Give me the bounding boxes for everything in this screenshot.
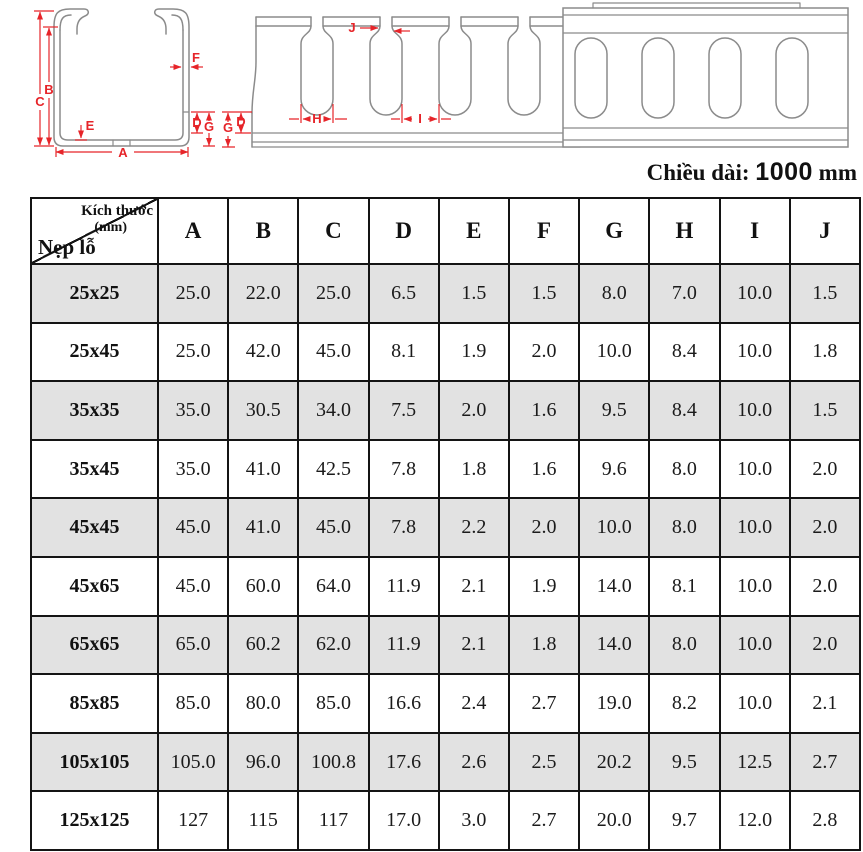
- cell-g: 20.0: [579, 791, 649, 850]
- table-row: [31, 616, 860, 675]
- cell-f: 1.6: [509, 381, 579, 440]
- table-row: [31, 498, 860, 557]
- cell-c: 100.8: [298, 733, 368, 792]
- cross-section-drawing: [54, 9, 189, 146]
- cell-j: 2.8: [790, 791, 860, 850]
- cell-h: 8.2: [649, 674, 719, 733]
- cell-g: 10.0: [579, 323, 649, 382]
- cell-j: 1.5: [790, 381, 860, 440]
- length-note: [647, 158, 857, 187]
- row-size-label: 35x45: [31, 440, 158, 499]
- dim-label-a: A: [118, 145, 128, 160]
- cell-b: 22.0: [228, 264, 298, 323]
- cell-d: 17.6: [369, 733, 439, 792]
- column-header: H: [649, 198, 719, 264]
- row-size-label: 125x125: [31, 791, 158, 850]
- cell-j: 2.0: [790, 440, 860, 499]
- dim-label-j: J: [348, 20, 356, 35]
- cell-h: 8.4: [649, 381, 719, 440]
- technical-drawing: [0, 0, 863, 196]
- dim-label-g-side: G: [222, 120, 234, 135]
- table-row: [31, 791, 860, 850]
- cell-b: 30.5: [228, 381, 298, 440]
- column-header: E: [439, 198, 509, 264]
- cell-i: 10.0: [720, 264, 790, 323]
- cell-e: 1.5: [439, 264, 509, 323]
- cell-i: 10.0: [720, 616, 790, 675]
- cell-e: 2.1: [439, 557, 509, 616]
- cell-d: 7.8: [369, 498, 439, 557]
- corner-unit-label: (mm): [94, 220, 127, 236]
- table-row: [31, 323, 860, 382]
- cell-f: 2.5: [509, 733, 579, 792]
- table-row: [31, 381, 860, 440]
- dim-label-i: I: [418, 111, 422, 126]
- cell-c: 117: [298, 791, 368, 850]
- dim-label-d-cross: D: [192, 115, 202, 130]
- cell-b: 115: [228, 791, 298, 850]
- cell-d: 8.1: [369, 323, 439, 382]
- cell-b: 41.0: [228, 498, 298, 557]
- cell-h: 8.0: [649, 616, 719, 675]
- cell-f: 2.0: [509, 323, 579, 382]
- cell-b: 42.0: [228, 323, 298, 382]
- cell-e: 1.8: [439, 440, 509, 499]
- dim-label-b: B: [44, 82, 54, 97]
- cell-d: 7.8: [369, 440, 439, 499]
- cell-h: 8.0: [649, 498, 719, 557]
- cell-j: 1.8: [790, 323, 860, 382]
- cell-d: 6.5: [369, 264, 439, 323]
- cell-g: 8.0: [579, 264, 649, 323]
- cell-f: 2.7: [509, 791, 579, 850]
- cell-f: 2.7: [509, 674, 579, 733]
- row-size-label: 45x45: [31, 498, 158, 557]
- cell-c: 42.5: [298, 440, 368, 499]
- cell-a: 45.0: [158, 557, 228, 616]
- length-note-value: 1000: [755, 158, 813, 186]
- cell-b: 96.0: [228, 733, 298, 792]
- row-size-label: 35x35: [31, 381, 158, 440]
- cell-h: 8.0: [649, 440, 719, 499]
- column-header: I: [720, 198, 790, 264]
- length-note-label: Chiều dài:: [646, 160, 750, 185]
- cell-c: 64.0: [298, 557, 368, 616]
- cell-j: 2.0: [790, 498, 860, 557]
- column-header: C: [298, 198, 368, 264]
- corner-size-label: Kích thước: [81, 203, 153, 219]
- cell-d: 11.9: [369, 616, 439, 675]
- cell-i: 10.0: [720, 498, 790, 557]
- column-header: A: [158, 198, 228, 264]
- cell-a: 25.0: [158, 264, 228, 323]
- cover-strip-drawing: [563, 3, 848, 147]
- cell-g: 14.0: [579, 616, 649, 675]
- cell-f: 2.0: [509, 498, 579, 557]
- cell-j: 2.1: [790, 674, 860, 733]
- cell-e: 3.0: [439, 791, 509, 850]
- cell-e: 2.2: [439, 498, 509, 557]
- cell-i: 10.0: [720, 557, 790, 616]
- table-header-row: [31, 198, 860, 264]
- cell-h: 7.0: [649, 264, 719, 323]
- cell-g: 9.5: [579, 381, 649, 440]
- dim-label-d-side: D: [236, 114, 246, 129]
- dim-label-f: F: [192, 50, 200, 65]
- cell-f: 1.6: [509, 440, 579, 499]
- dim-label-c: C: [35, 94, 45, 109]
- corner-bottom-label: Nẹp lỗ: [38, 235, 96, 259]
- cell-c: 85.0: [298, 674, 368, 733]
- cell-g: 9.6: [579, 440, 649, 499]
- table-row: [31, 440, 860, 499]
- row-size-label: 85x85: [31, 674, 158, 733]
- side-view-drawing: [252, 17, 580, 147]
- cell-b: 60.2: [228, 616, 298, 675]
- column-header: D: [369, 198, 439, 264]
- cell-d: 17.0: [369, 791, 439, 850]
- cell-i: 10.0: [720, 674, 790, 733]
- column-header: F: [509, 198, 579, 264]
- row-size-label: 25x25: [31, 264, 158, 323]
- cell-h: 8.4: [649, 323, 719, 382]
- dimension-lines: [34, 11, 451, 157]
- cell-d: 16.6: [369, 674, 439, 733]
- cell-d: 11.9: [369, 557, 439, 616]
- cell-j: 2.7: [790, 733, 860, 792]
- column-header: G: [579, 198, 649, 264]
- cell-h: 9.5: [649, 733, 719, 792]
- cell-g: 20.2: [579, 733, 649, 792]
- cell-d: 7.5: [369, 381, 439, 440]
- row-size-label: 105x105: [31, 733, 158, 792]
- cell-c: 25.0: [298, 264, 368, 323]
- cell-a: 45.0: [158, 498, 228, 557]
- cell-g: 14.0: [579, 557, 649, 616]
- cell-i: 12.0: [720, 791, 790, 850]
- column-header: J: [790, 198, 860, 264]
- cell-e: 2.6: [439, 733, 509, 792]
- dim-label-g-cross: G: [203, 119, 215, 134]
- cell-i: 10.0: [720, 323, 790, 382]
- cell-a: 127: [158, 791, 228, 850]
- cell-a: 35.0: [158, 440, 228, 499]
- cell-f: 1.8: [509, 616, 579, 675]
- cell-a: 65.0: [158, 616, 228, 675]
- dim-label-h: H: [312, 111, 322, 126]
- cell-j: 2.0: [790, 557, 860, 616]
- cell-a: 105.0: [158, 733, 228, 792]
- cell-j: 1.5: [790, 264, 860, 323]
- dimensions-table: [30, 197, 861, 851]
- cell-h: 9.7: [649, 791, 719, 850]
- row-size-label: 25x45: [31, 323, 158, 382]
- cell-h: 8.1: [649, 557, 719, 616]
- length-note-unit: mm: [818, 160, 857, 185]
- corner-top-label: [81, 203, 153, 236]
- cell-a: 35.0: [158, 381, 228, 440]
- column-header: B: [228, 198, 298, 264]
- cell-j: 2.0: [790, 616, 860, 675]
- dim-label-e: E: [85, 118, 95, 133]
- cell-b: 60.0: [228, 557, 298, 616]
- cell-i: 10.0: [720, 440, 790, 499]
- cell-c: 45.0: [298, 323, 368, 382]
- cell-e: 2.1: [439, 616, 509, 675]
- cell-g: 10.0: [579, 498, 649, 557]
- table-corner-cell: [31, 198, 158, 264]
- cell-b: 80.0: [228, 674, 298, 733]
- cell-a: 85.0: [158, 674, 228, 733]
- cell-e: 2.0: [439, 381, 509, 440]
- table-row: [31, 674, 860, 733]
- cell-f: 1.9: [509, 557, 579, 616]
- table-row: [31, 264, 860, 323]
- cell-g: 19.0: [579, 674, 649, 733]
- cell-e: 2.4: [439, 674, 509, 733]
- cell-c: 45.0: [298, 498, 368, 557]
- cell-c: 34.0: [298, 381, 368, 440]
- cell-e: 1.9: [439, 323, 509, 382]
- cell-c: 62.0: [298, 616, 368, 675]
- row-size-label: 45x65: [31, 557, 158, 616]
- cell-a: 25.0: [158, 323, 228, 382]
- table-row: [31, 557, 860, 616]
- table-row: [31, 733, 860, 792]
- cell-i: 12.5: [720, 733, 790, 792]
- cell-i: 10.0: [720, 381, 790, 440]
- table-body: [31, 264, 860, 850]
- cell-f: 1.5: [509, 264, 579, 323]
- cell-b: 41.0: [228, 440, 298, 499]
- row-size-label: 65x65: [31, 616, 158, 675]
